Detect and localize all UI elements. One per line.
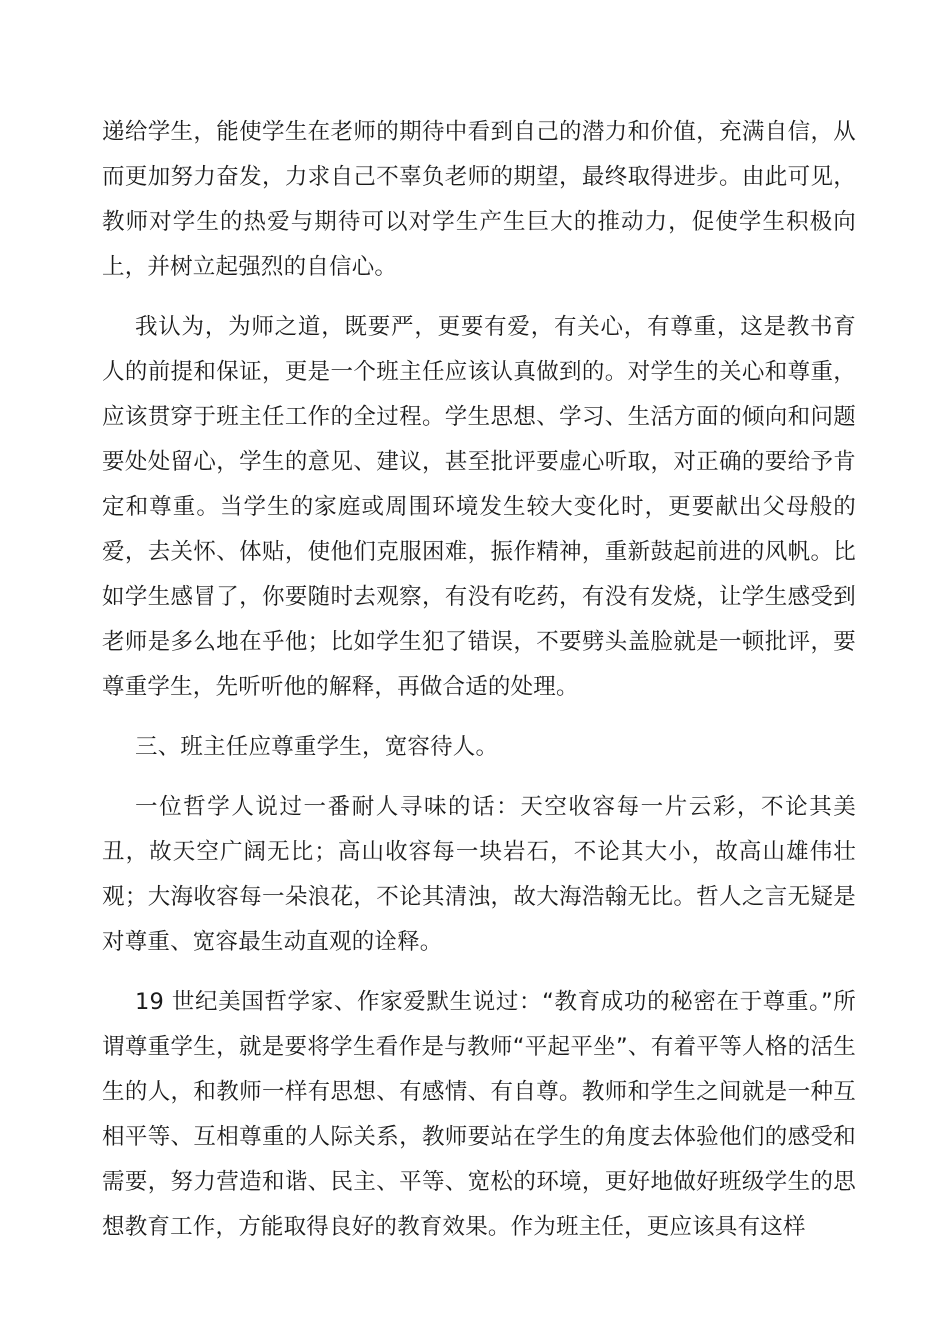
paragraph-teaching-principle: 我认为，为师之道，既要严，更要有爱，有关心，有尊重，这是教书育人的前提和保证，更是一个班主任应该认真做到的。对学生的关心和尊重，应该贯穿于班主任工作的全过程。学生思想、学习、生活方面的倾向和问题要处处留心，学生的意见、建议，甚至批评要虚心听取，对正确的要给予肯定和尊重。当学生的家庭或周围环境发生较大变化时，更要献出父母般的爱，去关怀、体贴，使他们克服困难，振作精神，重新鼓起前进的风帆。比如学生感冒了，你要随时去观察，有没有吃药，有没有发烧，让学生感受到老师是多么地在乎他；比如学生犯了错误，不要劈头盖脸就是一顿批评，要尊重学生，先听听他的解释，再做合适的处理。 bbox=[102, 314, 856, 700]
paragraph-continuation: 递给学生，能使学生在老师的期待中看到自己的潜力和价值，充满自信，从而更加努力奋发，力求自己不辜负老师的期望，最终取得进步。由此可见，教师对学生的热爱与期待可以对学生产生巨大的推动力，促使学生积极向上，并树立起强烈的自信心。 bbox=[102, 119, 856, 280]
section-heading-respect: 三、班主任应尊重学生，宽容待人。 bbox=[135, 734, 499, 760]
paragraph-emerson-quote: 19 世纪美国哲学家、作家爱默生说过：“教育成功的秘密在于尊重。”所谓尊重学生，就是要将学生看作是与教师“平起平坐”、有着平等人格的活生生的人，和教师一样有思想、有感情、有自尊。教师和学生之间就是一种互相平等、互相尊重的人际关系，教师要站在学生的角度去体验他们的感受和需要，努力营造和谐、民主、平等、宽松的环境，更好地做好班级学生的思想教育工作，方能取得良好的教育效果。作为班主任，更应该具有这样 bbox=[102, 989, 856, 1240]
paragraph-philosopher-quote: 一位哲学人说过一番耐人寻味的话：天空收容每一片云彩，不论其美丑，故天空广阔无比；高山收容每一块岩石，不论其大小，故高山雄伟壮观；大海收容每一朵浪花，不论其清浊，故大海浩翰无比。哲人之言无疑是对尊重、宽容最生动直观的诠释。 bbox=[102, 794, 856, 955]
